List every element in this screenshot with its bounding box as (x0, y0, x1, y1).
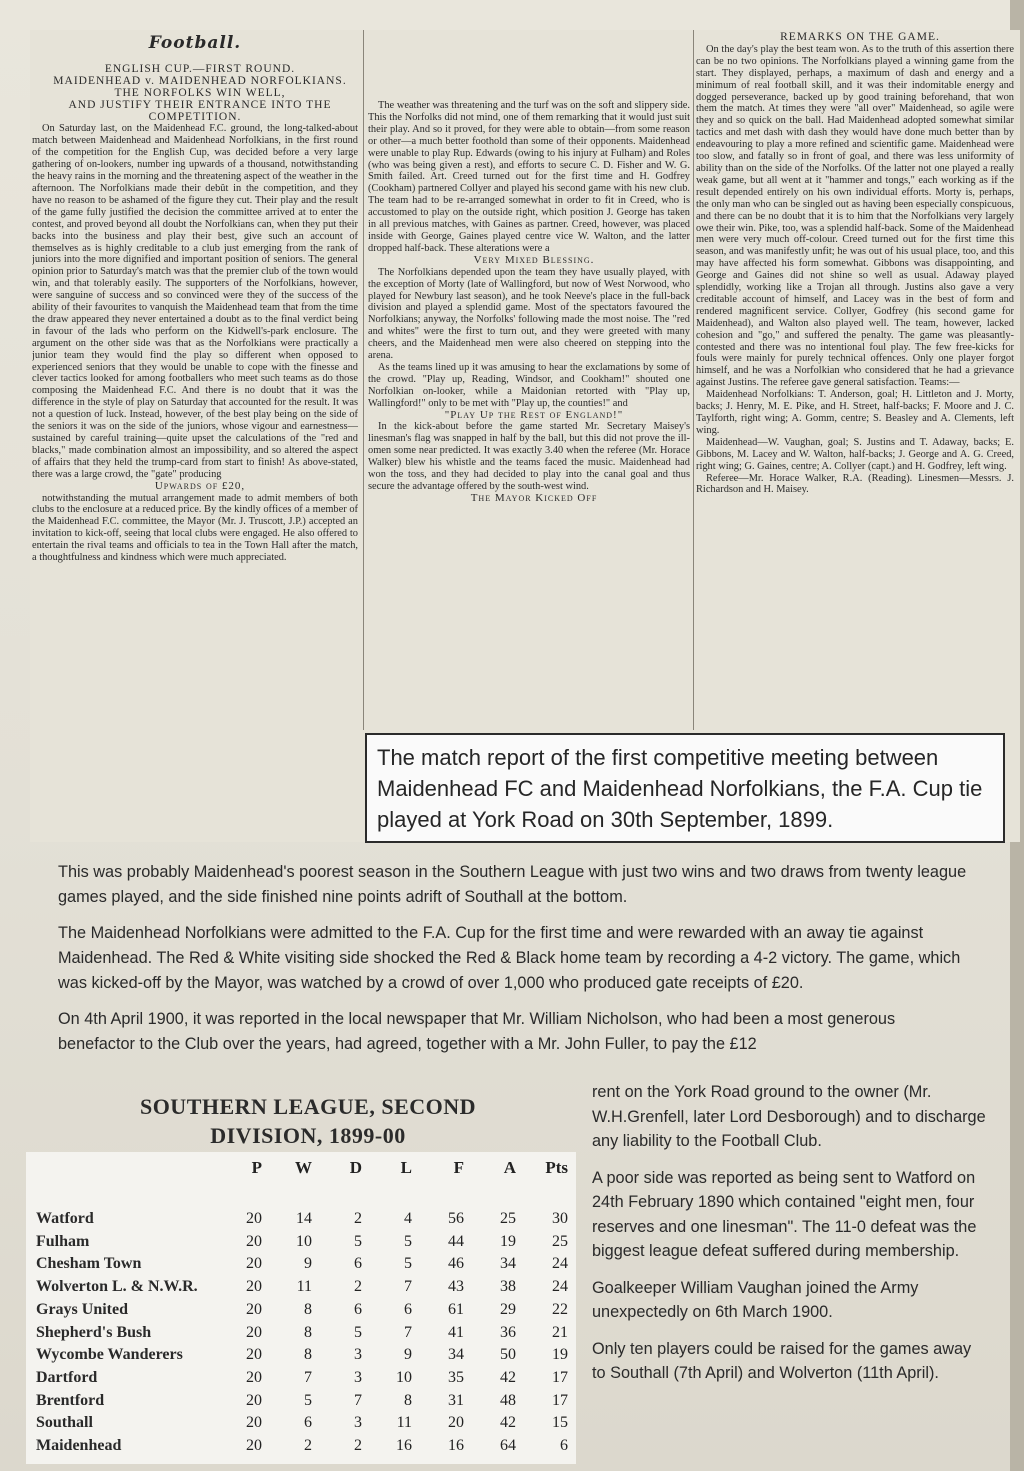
cell-played: 20 (246, 1278, 262, 1296)
cell-lost: 10 (396, 1368, 412, 1386)
cell-for: 44 (448, 1232, 464, 1250)
cell-points: 6 (560, 1437, 568, 1454)
cell-lost: 5 (404, 1255, 412, 1273)
league-table-title-line: DIVISION, 1899-00 (210, 1123, 406, 1148)
cell-won: 11 (296, 1278, 312, 1296)
column-rule (363, 30, 364, 730)
cell-for: 46 (448, 1255, 464, 1273)
cell-drawn: 2 (354, 1278, 362, 1296)
cell-against: 19 (500, 1232, 516, 1250)
cell-played: 20 (246, 1323, 262, 1341)
cell-played: 20 (246, 1391, 262, 1409)
cell-for: 34 (448, 1346, 464, 1364)
header-against: A (503, 1158, 516, 1177)
team-name: Southall (36, 1414, 93, 1432)
cell-against: 50 (500, 1346, 516, 1364)
header-drawn: D (349, 1158, 362, 1177)
cell-lost: 8 (404, 1391, 412, 1409)
headline-result: THE NORFOLKS WIN WELL, (114, 86, 286, 99)
team-name: Fulham (36, 1232, 90, 1250)
article-paragraph: In the kick-about before the game started Mr. Secretary Maisey's linesman's flag was snapped in half by the ball, but this did not prove the ill-omen some near predicted. It was exactly 3.40 when the referee (Mr. Horace Walker) blew his whistle and the teams faced the music. Maidenhead had won the toss, and they had decided to play into the canal goal and thus secure the advantage offered by the south-west wind. (368, 421, 690, 492)
cell-won: 8 (304, 1323, 312, 1341)
cell-lost: 5 (404, 1232, 412, 1250)
cell-against: 25 (500, 1210, 516, 1227)
cell-for: 61 (448, 1300, 464, 1318)
cell-drawn: 3 (354, 1346, 362, 1364)
cell-points: 17 (552, 1368, 568, 1386)
cell-drawn: 2 (354, 1437, 362, 1454)
team-name: Dartford (36, 1368, 98, 1386)
cell-for: 20 (448, 1414, 464, 1432)
remarks-heading: REMARKS ON THE GAME. (780, 31, 940, 43)
cell-played: 20 (246, 1346, 262, 1364)
table-row (26, 1414, 576, 1436)
header-played: P (251, 1158, 262, 1177)
cell-for: 56 (448, 1210, 464, 1227)
article-paragraph: As the teams lined up it was amusing to hear the exclamations by some of the crowd. "Play up, Reading, Windsor, and Cookham!" shouted one Norfolkian on-looker, while a Maidonian retorted with "Play up, Wallingford!" only to be met with "Play up, the counties!" and (368, 361, 690, 409)
article-subhead: The Mayor Kicked Off (470, 491, 598, 504)
cell-points: 25 (552, 1232, 568, 1250)
cell-drawn: 7 (354, 1391, 362, 1409)
narrative-paragraph: This was probably Maidenhead's poorest season in the Southern League with just two wins and two draws from twenty league games played, and the side finished nine points adrift of Southall at the bottom. (58, 863, 967, 906)
cell-points: 17 (552, 1391, 568, 1409)
clipping-column-1 (32, 30, 358, 842)
cell-played: 20 (246, 1414, 262, 1432)
article-paragraph: The weather was threatening and the turf was on the soft and slippery side. This the Norfolks did not mind, one of them remarking that it would just suit their play. And so it proved, for they were able to obtain—from some reason or other—a much better foothold than some of their opponents. Maidenhead were unable to play Rup. Edwards (owing to his injury at Fulham) and Roles (who was being given a rest), and efforts to secure C. D. Fisher and W. G. Smith failed. Art. Creed turned out for the first time and H. Godfrey (Cookham) partnered Collyer and played his second game with his new club. The team had to be re-arranged somewhat in order to fit in Creed, who is accustomed to play on the outside right, which position J. George has taken in all previous matches, with Gaines as partner. Creed, however, was placed inside with George, Gaines played centre vice W. Walton, and the latter dropped half-back. These alterations were a (368, 100, 690, 254)
team-name: Wolverton L. & N.W.R. (36, 1278, 198, 1296)
league-table-header (26, 1158, 576, 1184)
cell-lost: 16 (396, 1437, 412, 1454)
cell-won: 10 (296, 1232, 312, 1250)
column-rule (693, 30, 694, 730)
team-name: Brentford (36, 1391, 105, 1409)
cell-won: 5 (304, 1391, 312, 1409)
article-subhead: Upwards of £20, (154, 479, 246, 492)
cell-for: 31 (448, 1391, 464, 1409)
cell-drawn: 6 (354, 1255, 362, 1273)
header-points: Pts (545, 1158, 568, 1177)
cell-against: 29 (500, 1300, 516, 1318)
clipping-column-2 (368, 100, 690, 752)
header-lost: L (400, 1158, 412, 1177)
newspaper-clipping (30, 30, 1020, 842)
cell-against: 38 (500, 1278, 516, 1296)
cell-played: 20 (246, 1255, 262, 1273)
headline-cup: ENGLISH CUP.—FIRST ROUND. (104, 62, 296, 75)
league-table-title (78, 1092, 538, 1150)
article-subhead: Very Mixed Blessing. (473, 253, 595, 266)
table-row (26, 1369, 576, 1391)
cell-won: 9 (304, 1255, 312, 1273)
cell-points: 24 (552, 1278, 568, 1296)
headline-justify: AND JUSTIFY THEIR ENTRANCE INTO THE COMPETITION. (68, 98, 332, 123)
side-note: A poor side was reported as being sent to Watford on 24th February 1890 which contained "eight men, four reserves and one linesman". The 11-0 defeat was the biggest league defeat suffered during membership. (592, 1168, 977, 1260)
cell-for: 41 (448, 1323, 464, 1341)
cell-points: 19 (552, 1346, 568, 1364)
cell-lost: 9 (404, 1346, 412, 1364)
match-officials: Referee—Mr. Horace Walker, R.A. (Reading). Linesmen—Messrs. J. Richardson and H. Maisey. (696, 472, 1014, 496)
cell-points: 30 (552, 1210, 568, 1227)
table-row (26, 1255, 576, 1277)
team-name: Shepherd's Bush (36, 1323, 152, 1341)
table-row (26, 1278, 576, 1300)
cell-points: 24 (552, 1255, 568, 1273)
side-notes (586, 1080, 986, 1398)
team-name: Wycombe Wanderers (36, 1346, 183, 1364)
cell-drawn: 5 (354, 1323, 362, 1341)
caption-box: The match report of the first competitive meeting between Maidenhead FC and Maidenhead Norfolkians, the F.A. Cup tie played at York Road on 30th September, 1899. (365, 733, 1005, 843)
article-paragraph: On the day's play the best team won. As to the truth of this assertion there can be no two opinions. The Norfolkians played a winning game from the start. They displayed, perhaps, a maximum of dash and energy and a minimum of real football skill, and it was their indomitable energy and dogged perseverance, backed up by good training beforehand, that won them the match. At times they were "all over" Maidenhead, so agile were they and so quick on the ball. Had Maidenhead adopted somewhat similar tactics and met dash with dash they would have done much better than by endeavouring to play a more refined and scientific game. Maidenhead were too slow, and fatally so in front of goal, and there was less uniformity of ability than on the side of the Norfolks. Of the latter not one played a really weak game, but all went at it "hammer and tongs," each working as if the result depended entirely on his own individual efforts. Morty is, perhaps, the only man who can be singled out as having been especially conspicuous, and there can be no doubt that it is to him that the Norfolkians very largely owe their win. Pike, too, was a splendid half-back. Some of the Maidenhead men were very much off-colour. Creed turned out for the first time this season, and was manifestly unfit; he was out of his usual place, too, and this may have affected his form somewhat. Gibbons was disappointing, and George and Gaines did not shine so well as usual. Adaway played splendidly, working like a Trojan all through. Justins also gave a very creditable account of himself, and Lacey was in the best of form and rendered magnificent service. Collyer, Godfrey (his second game for Maidenhead), and Walton also played well. The team, however, lacked cohesion and "go," and suffered the penalty. The game was pleasantly-contested and there was no intentional foul play. The few free-kicks for fouls were mainly for purely technical offences. Only one player forgot himself, and he was a Norfolkian who considered that he had a grievance against Justins. The referee gave general satisfaction. Teams:— (696, 43, 1014, 389)
section-heading: Football. (148, 33, 242, 53)
cell-against: 34 (500, 1255, 516, 1273)
cell-points: 15 (552, 1414, 568, 1432)
cell-lost: 7 (404, 1323, 412, 1341)
cell-points: 21 (552, 1323, 568, 1341)
cell-against: 42 (500, 1414, 516, 1432)
cell-drawn: 5 (354, 1232, 362, 1250)
cell-for: 16 (448, 1437, 464, 1454)
cell-lost: 6 (404, 1300, 412, 1318)
cell-drawn: 2 (354, 1210, 362, 1227)
header-for: F (453, 1158, 464, 1177)
cell-against: 42 (500, 1368, 516, 1386)
side-note: rent on the York Road ground to the owner (Mr. W.H.Grenfell, later Lord Desborough) and to discharge any liability to the Football Club. (592, 1083, 986, 1150)
side-note: Goalkeeper William Vaughan joined the Army unexpectedly on 6th March 1900. (592, 1278, 919, 1321)
article-subhead: "Play Up the Rest of England!" (444, 408, 624, 421)
table-row (26, 1233, 576, 1255)
season-narrative (44, 860, 970, 1068)
cell-played: 20 (246, 1210, 262, 1227)
table-row (26, 1301, 576, 1323)
narrative-paragraph: The Maidenhead Norfolkians were admitted to the F.A. Cup for the first time and were rewarded with an away tie against Maidenhead. The Red & White visiting side shocked the Red & Black home team by recording a 4-2 victory. The game, which was kicked-off by the Mayor, was watched by a crowd of over 1,000 who produced gate receipts of £20. (58, 924, 961, 992)
table-row (26, 1346, 576, 1368)
table-row (26, 1324, 576, 1346)
cell-won: 7 (304, 1368, 312, 1386)
cell-drawn: 3 (354, 1414, 362, 1432)
cell-played: 20 (246, 1368, 262, 1386)
teams-norfolkians: Maidenhead Norfolkians: T. Anderson, goal; H. Littleton and J. Morty, backs; J. Henry, M. E. Pike, and H. Street, half-backs; F. Moore and J. C. Taylforth, right wing; A. Gomm, centre; S. Beasley and A. Clements, left wing. (696, 389, 1014, 436)
header-won: W (295, 1158, 312, 1177)
article-paragraph: The Norfolkians depended upon the team they have usually played, with the exception of Morty (late of Wallingford, but now of West Norwood, who played for Newbury last season), and he took Neeve's place in the full-back division and played a splendid game. Most of the spectators favoured the Norfolkians; anyway, the Norfolks' following made the most noise. The "red and whites" were the first to turn out, and they were greeted with many cheers, and the Maidenhead men were also cheered on stepping into the arena. (368, 266, 690, 362)
cell-for: 35 (448, 1368, 464, 1386)
cell-won: 14 (296, 1210, 312, 1227)
cell-lost: 7 (404, 1278, 412, 1296)
cell-against: 36 (500, 1323, 516, 1341)
cell-drawn: 6 (354, 1300, 362, 1318)
article-paragraph: On Saturday last, on the Maidenhead F.C. ground, the long-talked-about match between Maidenhead and Maidenhead Norfolkians, in the first round of the competition for the English Cup, was decided before a very large gathering of on-lookers, number ing upwards of a thousand, notwithstanding the heavy rains in the morning and the threatening aspect of the weather in the afternoon. The Norfolkians made their debût in the competition, and they have no reason to be ashamed of the figure they cut. Their play and the result of the game fully justified the decision the committee arrived at to enter the contest, and proved beyond all doubt the Norfolkians can, when they put their backs into the business and play their best, give such an account of themselves as is highly creditable to a club just emerging from the rank of juniors into the more dignified and important position of seniors. The general opinion prior to Saturday's match was that the premier club of the town would win, and that tolerably easily. The supporters of the Norfolkians, however, were sanguine of success and so convinced were they of the success of the ability of their favourites to vanquish the Maidenhead team that from the time the draw appeared they never entertained a doubt as to the final verdict being in favour of the lads who perform on the Kidwell's-park enclosure. The argument on the other side was that as the Norfolkians were practically a junior team they would find the play so different when opposed to experienced seniors that they would be unable to cope with the finesse and clever tactics looked for among footballers who meet such teams as do those composing the Maidenhead F.C. And there is no doubt that it was the difference in the style of play on Saturday that accounted for the result. It was not a question of luck. Instead, however, of the best play being on the side of the seniors it was on the side of the juniors, whose vigour and earnestness—sustained by careful training—quite upset the calculations of the "red and blacks," made combination almost an impossibility, and so altered the aspect of affairs that they held the trump-card from start to finish! As above-stated, there was a large crowd, the "gate" producing (32, 123, 358, 480)
table-row (26, 1392, 576, 1414)
cell-won: 8 (304, 1346, 312, 1364)
cell-won: 8 (304, 1300, 312, 1318)
cell-points: 22 (552, 1300, 568, 1318)
cell-lost: 4 (404, 1210, 412, 1227)
cell-played: 20 (246, 1437, 262, 1454)
article-paragraph: notwithstanding the mutual arrangement made to admit members of both clubs to the enclosure at a reduced price. By the kindly offices of a member of the Maidenhead F.C. committee, the Mayor (Mr. J. Truscott, J.P.) accepted an invitation to kick-off, seeing that local clubs were engaged. He also offered to entertain the rival teams and officials to tea in the Town Hall after the match, a thoughtfulness and kindness which were much appreciated. (32, 492, 358, 564)
team-name: Watford (36, 1210, 94, 1227)
narrative-paragraph: On 4th April 1900, it was reported in the local newspaper that Mr. William Nicholson, who had been a most generous benefactor to the Club over the years, had agreed, together with a Mr. John Fuller, to pay the £12 (58, 1010, 896, 1053)
cell-played: 20 (246, 1232, 262, 1250)
clipping-column-3 (696, 30, 1014, 842)
team-name: Maidenhead (36, 1437, 122, 1454)
table-row (26, 1437, 576, 1459)
headline-fixture: MAIDENHEAD v. MAIDENHEAD NORFOLKIANS. (53, 74, 347, 87)
cell-for: 43 (448, 1278, 464, 1296)
team-name: Chesham Town (36, 1255, 142, 1273)
cell-won: 6 (304, 1414, 312, 1432)
league-table-title-line: SOUTHERN LEAGUE, SECOND (139, 1094, 477, 1119)
cell-won: 2 (304, 1437, 312, 1454)
table-row (26, 1210, 576, 1232)
teams-maidenhead: Maidenhead—W. Vaughan, goal; S. Justins and T. Adaway, backs; E. Gibbons, M. Lacey and W. Walton, half-backs; J. George and A. G. Creed, right wing; G. Gaines, centre; A. Collyer (capt.) and H. Godfrey, left wing. (696, 436, 1014, 472)
cell-drawn: 3 (354, 1368, 362, 1386)
league-table (26, 1152, 576, 1464)
cell-against: 64 (500, 1437, 516, 1454)
cell-played: 20 (246, 1300, 262, 1318)
cell-lost: 11 (396, 1414, 412, 1432)
team-name: Grays United (36, 1300, 128, 1318)
cell-against: 48 (500, 1391, 516, 1409)
side-note: Only ten players could be raised for the games away to Southall (7th April) and Wolverton (11th April). (592, 1339, 972, 1382)
